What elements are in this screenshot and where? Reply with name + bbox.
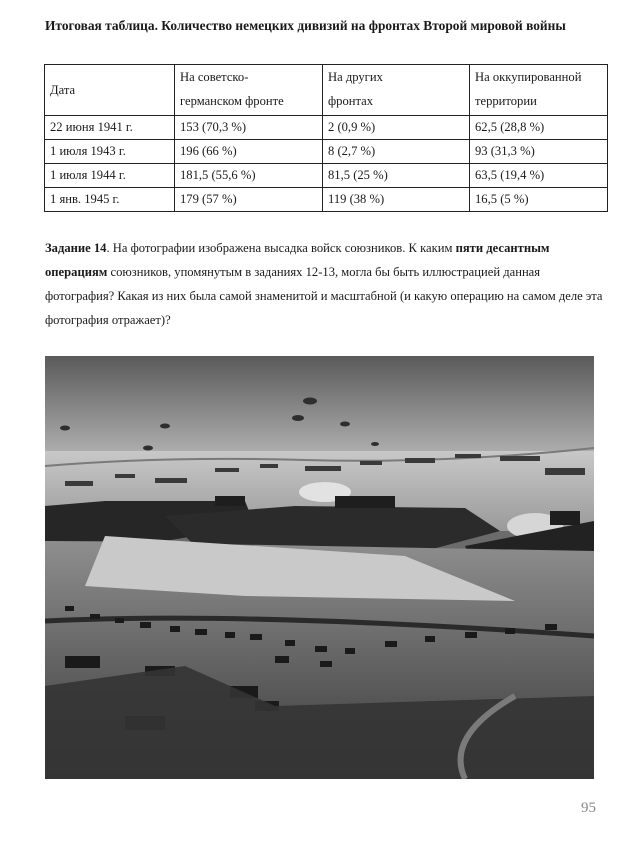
landing-photo	[45, 356, 594, 779]
table-cell: 81,5 (25 %)	[323, 164, 470, 188]
table-row	[45, 116, 608, 140]
table-row	[45, 188, 608, 212]
table-cell: 63,5 (19,4 %)	[470, 164, 608, 188]
table-cell: 62,5 (28,8 %)	[470, 116, 608, 140]
header-soviet-front: На советско- германском фронте	[175, 65, 323, 116]
table-cell: 22 июня 1941 г.	[45, 116, 175, 140]
table-cell: 181,5 (55,6 %)	[175, 164, 323, 188]
header-other-fronts: На других фронтах	[323, 65, 470, 116]
photo-icon	[45, 356, 594, 779]
header-occupied-territory: На оккупированной территории	[470, 65, 608, 116]
table-cell: 119 (38 %)	[323, 188, 470, 212]
header-date: Дата	[45, 65, 175, 116]
table-cell: 16,5 (5 %)	[470, 188, 608, 212]
table-header-row	[45, 65, 608, 116]
table-cell: 153 (70,3 %)	[175, 116, 323, 140]
task-text-before: . На фотографии изображена высадка войск союзников. К каким	[106, 241, 456, 255]
task-paragraph	[45, 236, 605, 332]
page-number: 95	[581, 800, 596, 816]
task-label: Задание 14	[45, 241, 107, 255]
table-cell: 1 июля 1943 г.	[45, 140, 175, 164]
table-cell: 93 (31,3 %)	[470, 140, 608, 164]
divisions-table	[44, 64, 608, 212]
task-text-after: союзников, упомянутым в заданиях 12-13, могла бы быть иллюстрацией данная фотография? Какая из них была самой знаменитой и масштабной (и какую операцию на самом деле эта фотография отражает)?	[45, 265, 603, 327]
page-title: Итоговая таблица. Количество немецких дивизий на фронтах Второй мировой войны	[45, 18, 566, 33]
table-cell: 196 (66 %)	[175, 140, 323, 164]
table-cell: 1 июля 1944 г.	[45, 164, 175, 188]
table-row	[45, 164, 608, 188]
task-bold-phrase: пяти десантным операциям	[45, 241, 550, 279]
table-cell: 1 янв. 1945 г.	[45, 188, 175, 212]
table-cell: 179 (57 %)	[175, 188, 323, 212]
table-row	[45, 140, 608, 164]
table-cell: 2 (0,9 %)	[323, 116, 470, 140]
table-cell: 8 (2,7 %)	[323, 140, 470, 164]
